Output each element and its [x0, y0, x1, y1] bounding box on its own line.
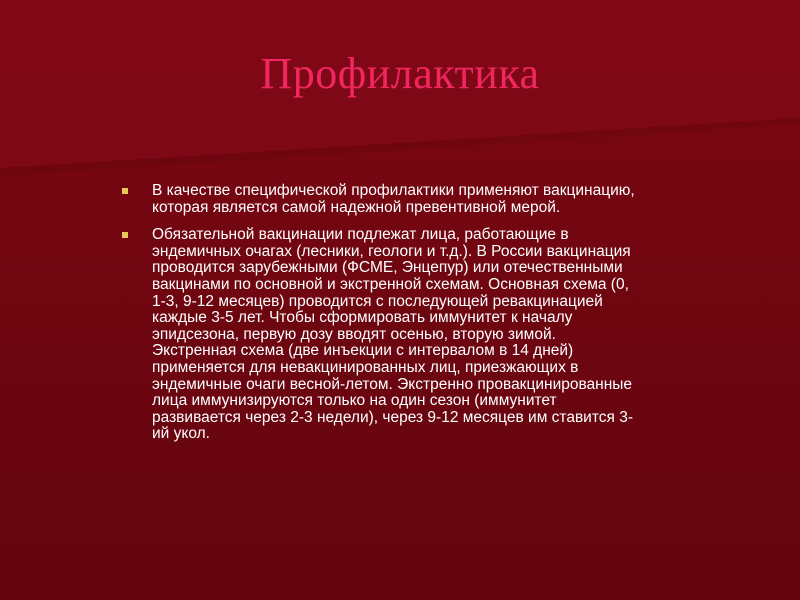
bullet-item [122, 183, 642, 216]
bullet-list [122, 183, 642, 454]
square-bullet-icon [122, 232, 128, 238]
bullet-item [122, 227, 642, 443]
square-bullet-icon [122, 188, 128, 194]
slide-title [0, 49, 800, 98]
bullet-text: Обязательной вакцинации подлежат лица, работающие в эндемичных очагах (лесники, геологи и т.д.). В России вакцинация проводится зарубежными (ФСМЕ, Энцепур) или отечественными вакцинами по основной и экстренной схемам. Основная схема (0, 1-3, 9-12 месяцев) проводится с последующей ревакцинацией каждые 3-5 лет. Чтобы сформировать иммунитет к началу эпидсезона, первую дозу вводят осенью, вторую зимой. Экстренная схема (две инъекции с интервалом в 14 дней) применяется для невакцинированных лиц, приезжающих в эндемичные очаги весной-летом. Экстренно провакцинированные лица иммунизируются только на один сезон (иммунитет развивается через 2-3 недели), через 9-12 месяцев им ставится 3-ий укол. [152, 226, 633, 443]
bullet-text: В качестве специфической профилактики применяют вакцинацию, которая является самой надежной превентивной мерой. [152, 182, 635, 216]
slide-title-text: Профилактика [260, 49, 540, 98]
